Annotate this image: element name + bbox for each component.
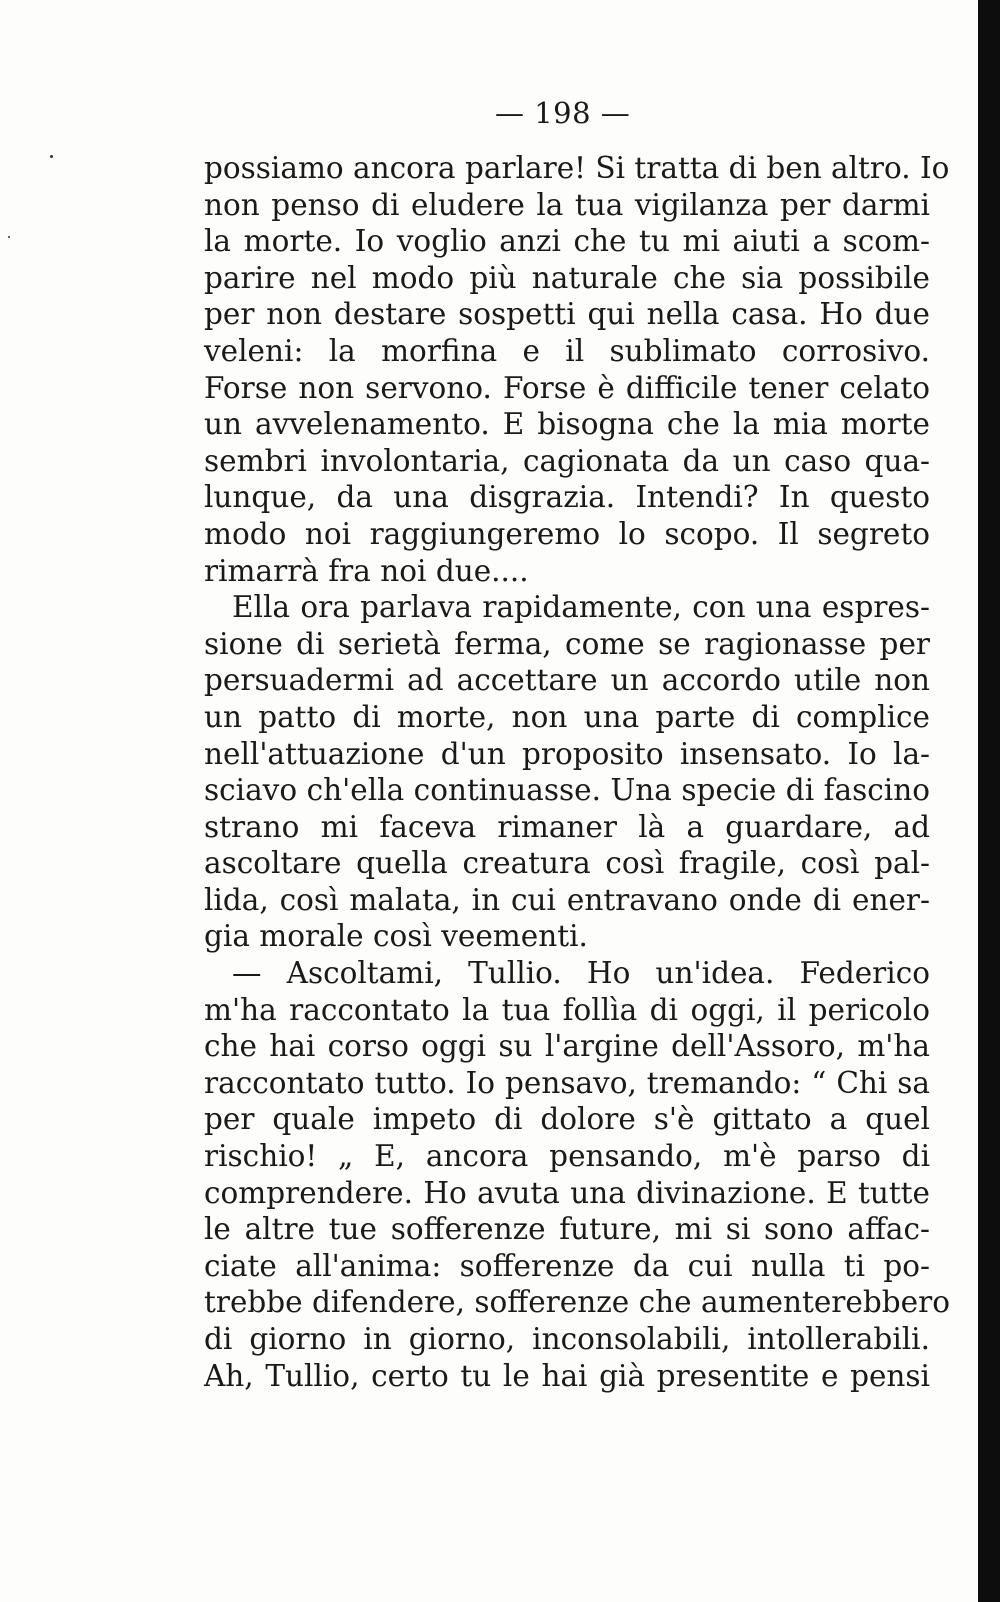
text-line: sione di serietà ferma, come se ragionasse per [204,626,930,661]
text-line: di giorno in giorno, inconsolabili, intollerabili. [204,1322,930,1356]
paragraph [204,955,950,1394]
text-line: comprendere. Ho avuta una divinazione. E tutte [204,1175,930,1210]
text-line: che hai corso oggi su l'argine dell'Assoro, m'ha [204,1029,930,1064]
text-line: gia morale così veementi. [204,919,588,954]
text-line: veleni: la morfina e il sublimato corrosivo. [204,333,930,368]
text-line: strano mi faceva rimaner là a guardare, ad [204,809,930,844]
page-edge-shadow [978,0,1000,1602]
text-line: rischio! „ E, ancora pensando, m'è parso di [204,1139,930,1174]
text-line: — Ascoltami, Tullio. Ho un'idea. Federico [232,956,930,991]
text-line: per non destare sospetti qui nella casa. Ho due [204,297,930,332]
text-line: nell'attuazione d'un proposito insensato. Io la- [204,736,930,771]
paper-speck [50,155,53,158]
text-line: lunque, da una disgrazia. Intendi? In questo [204,480,930,515]
text-line: Ah, Tullio, certo tu le hai già presentite e pensi [204,1358,930,1393]
text-line: ascoltare quella creatura così fragile, così pal- [204,846,930,881]
text-line: ciate all'anima: sofferenze da cui nulla ti po- [204,1248,930,1283]
text-line: modo noi raggiungeremo lo scopo. Il segreto [204,516,930,551]
text-line: Forse non servono. Forse è difficile tener celato [204,370,930,405]
text-line: un patto di morte, non una parte di complice [204,699,930,734]
paragraph [204,150,950,589]
text-line: Ella ora parlava rapidamente, con una espres- [232,590,930,625]
text-line: rimarrà fra noi due.... [204,553,529,588]
text-line: per quale impeto di dolore s'è gittato a quel [204,1102,930,1137]
paper-speck [8,236,10,238]
text-line: persuadermi ad accettare un accordo utile non [204,663,930,698]
text-line: un avvelenamento. E bisogna che la mia morte [204,407,930,442]
text-line: le altre tue sofferenze future, mi si sono affac- [204,1212,930,1247]
text-line: m'ha raccontato la tua follìa di oggi, il pericolo [204,992,930,1027]
text-line: la morte. Io voglio anzi che tu mi aiuti a scom- [204,224,930,259]
page-number: — 198 — [495,96,631,130]
text-line: lida, così malata, in cui entravano onde di ener- [204,882,930,917]
text-line: sembri involontaria, cagionata da un caso qua- [204,443,930,478]
body-text [204,150,950,1394]
text-line: possiamo ancora parlare! Si tratta di ben altro. Io [204,151,950,185]
text-line: non penso di eludere la tua vigilanza per darmi [204,187,930,222]
paragraph [204,589,930,955]
text-line: raccontato tutto. Io pensavo, tremando: “ Chi sa [204,1065,930,1100]
text-line: trebbe difendere, sofferenze che aumenterebbero [204,1285,950,1320]
text-line: parire nel modo più naturale che sia possibile [204,260,930,295]
text-line: sciavo ch'ella continuasse. Una specie di fascino [204,773,930,808]
